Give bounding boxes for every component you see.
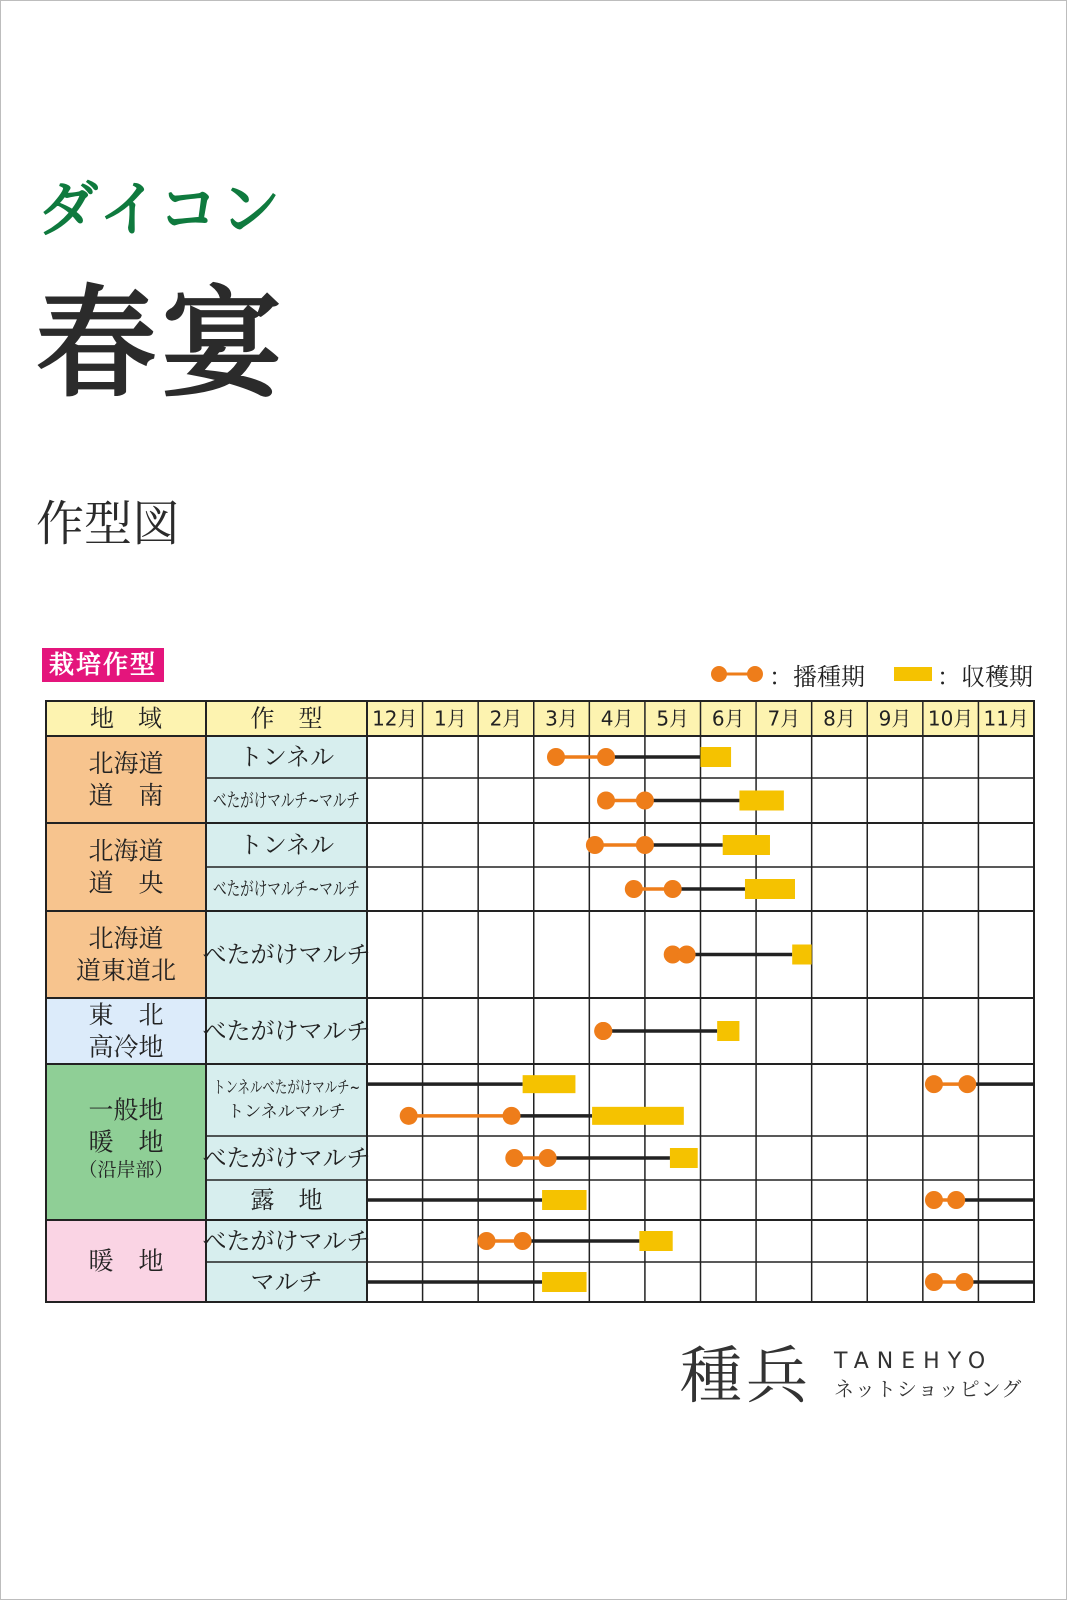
month-label: 3月: [545, 706, 578, 731]
sowing-dot: [478, 1232, 496, 1250]
month-label: 1月: [434, 706, 467, 731]
type-label: べたがけマルチ: [202, 940, 371, 969]
harvest-bar: [523, 1075, 576, 1093]
month-label: 10月: [927, 706, 974, 731]
region-header: 地 域: [90, 704, 162, 733]
region-label: 道東道北: [75, 956, 177, 985]
type-label: トンネルマルチ: [227, 1102, 346, 1122]
sowing-dot: [625, 880, 643, 898]
sowing-dot: [947, 1191, 965, 1209]
month-label: 9月: [878, 706, 912, 731]
logo-jp: ネットショッピング: [834, 1377, 1023, 1402]
sowing-dot: [400, 1107, 418, 1125]
sowing-dot: [503, 1107, 521, 1125]
sowing-dot: [925, 1191, 943, 1209]
type-label: べたがけマルチ: [202, 1227, 371, 1255]
logo-mark: 種兵: [680, 1339, 813, 1412]
harvest-bar: [701, 747, 732, 767]
type-label: トンネルべたがけマルチ~: [213, 1078, 360, 1098]
sowing-dot: [594, 1022, 612, 1040]
section-title: 作型図: [36, 496, 181, 552]
region-label: 暖 地: [88, 1127, 164, 1157]
month-label: 11月: [983, 706, 1029, 731]
month-label: 12月: [372, 706, 418, 731]
crop-name: ダイコン: [38, 175, 283, 245]
sowing-dot: [505, 1149, 523, 1167]
type-label: べたがけマルチ~マルチ: [213, 878, 360, 900]
region-note: （沿岸部）: [78, 1159, 174, 1181]
month-label: 8月: [823, 706, 856, 731]
sowing-dot: [925, 1075, 943, 1093]
sowing-dot: [636, 792, 654, 810]
type-label: べたがけマルチ: [202, 1144, 371, 1172]
harvest-bar: [739, 791, 783, 811]
type-header: 作 型: [250, 704, 323, 733]
harvest-bar: [542, 1272, 586, 1292]
logo-en: TANEHYO: [834, 1348, 994, 1374]
harvest-bar: [592, 1107, 684, 1125]
sowing-dot: [636, 836, 654, 854]
harvest-bar: [723, 835, 770, 855]
region-label: 道 南: [88, 781, 164, 810]
region-label: 北海道: [88, 924, 164, 953]
legend-sowing-label: ：播種期: [769, 662, 865, 691]
month-label: 5月: [656, 706, 690, 731]
sowing-dot: [925, 1273, 943, 1291]
type-label: トンネル: [238, 831, 335, 859]
cultivation-badge: 栽培作型: [42, 648, 164, 682]
region-label: 道 央: [88, 868, 164, 898]
region-label: 暖 地: [88, 1246, 164, 1276]
harvest-bar: [542, 1190, 586, 1210]
sowing-dot: [597, 748, 615, 766]
harvest-bar: [670, 1148, 698, 1168]
harvest-bar: [792, 945, 811, 965]
sowing-dot: [664, 880, 682, 898]
tanehyo-logo: [680, 1339, 1023, 1412]
month-label: 7月: [767, 706, 801, 731]
sowing-dot: [597, 792, 615, 810]
sowing-dot: [678, 946, 696, 964]
type-label: トンネル: [238, 743, 335, 771]
variety-name: 春宴: [36, 275, 288, 414]
sowing-dot: [547, 748, 565, 766]
month-label: 6月: [711, 706, 745, 731]
legend-harvest-label: ：収穫期: [937, 662, 1033, 691]
type-label: べたがけマルチ: [202, 1017, 371, 1045]
type-label: 露 地: [250, 1186, 323, 1214]
region-label: 一般地: [88, 1095, 164, 1125]
sowing-dot: [586, 836, 604, 854]
region-label: 北海道: [88, 749, 164, 778]
region-label: 高冷地: [88, 1032, 164, 1062]
sowing-dot: [514, 1232, 532, 1250]
type-label: マルチ: [250, 1268, 323, 1296]
month-label: 2月: [489, 706, 523, 731]
region-label: 東 北: [88, 1000, 164, 1030]
logo-sub: [834, 1349, 1022, 1403]
type-label: べたがけマルチ~マルチ: [213, 789, 360, 812]
sowing-dot: [539, 1149, 557, 1167]
region-label: 北海道: [88, 836, 164, 866]
harvest-bar: [639, 1231, 672, 1251]
sowing-dot: [958, 1075, 976, 1093]
harvest-bar: [717, 1021, 739, 1041]
sowing-dot: [956, 1273, 974, 1291]
month-label: 4月: [600, 706, 634, 731]
harvest-bar: [745, 879, 795, 899]
